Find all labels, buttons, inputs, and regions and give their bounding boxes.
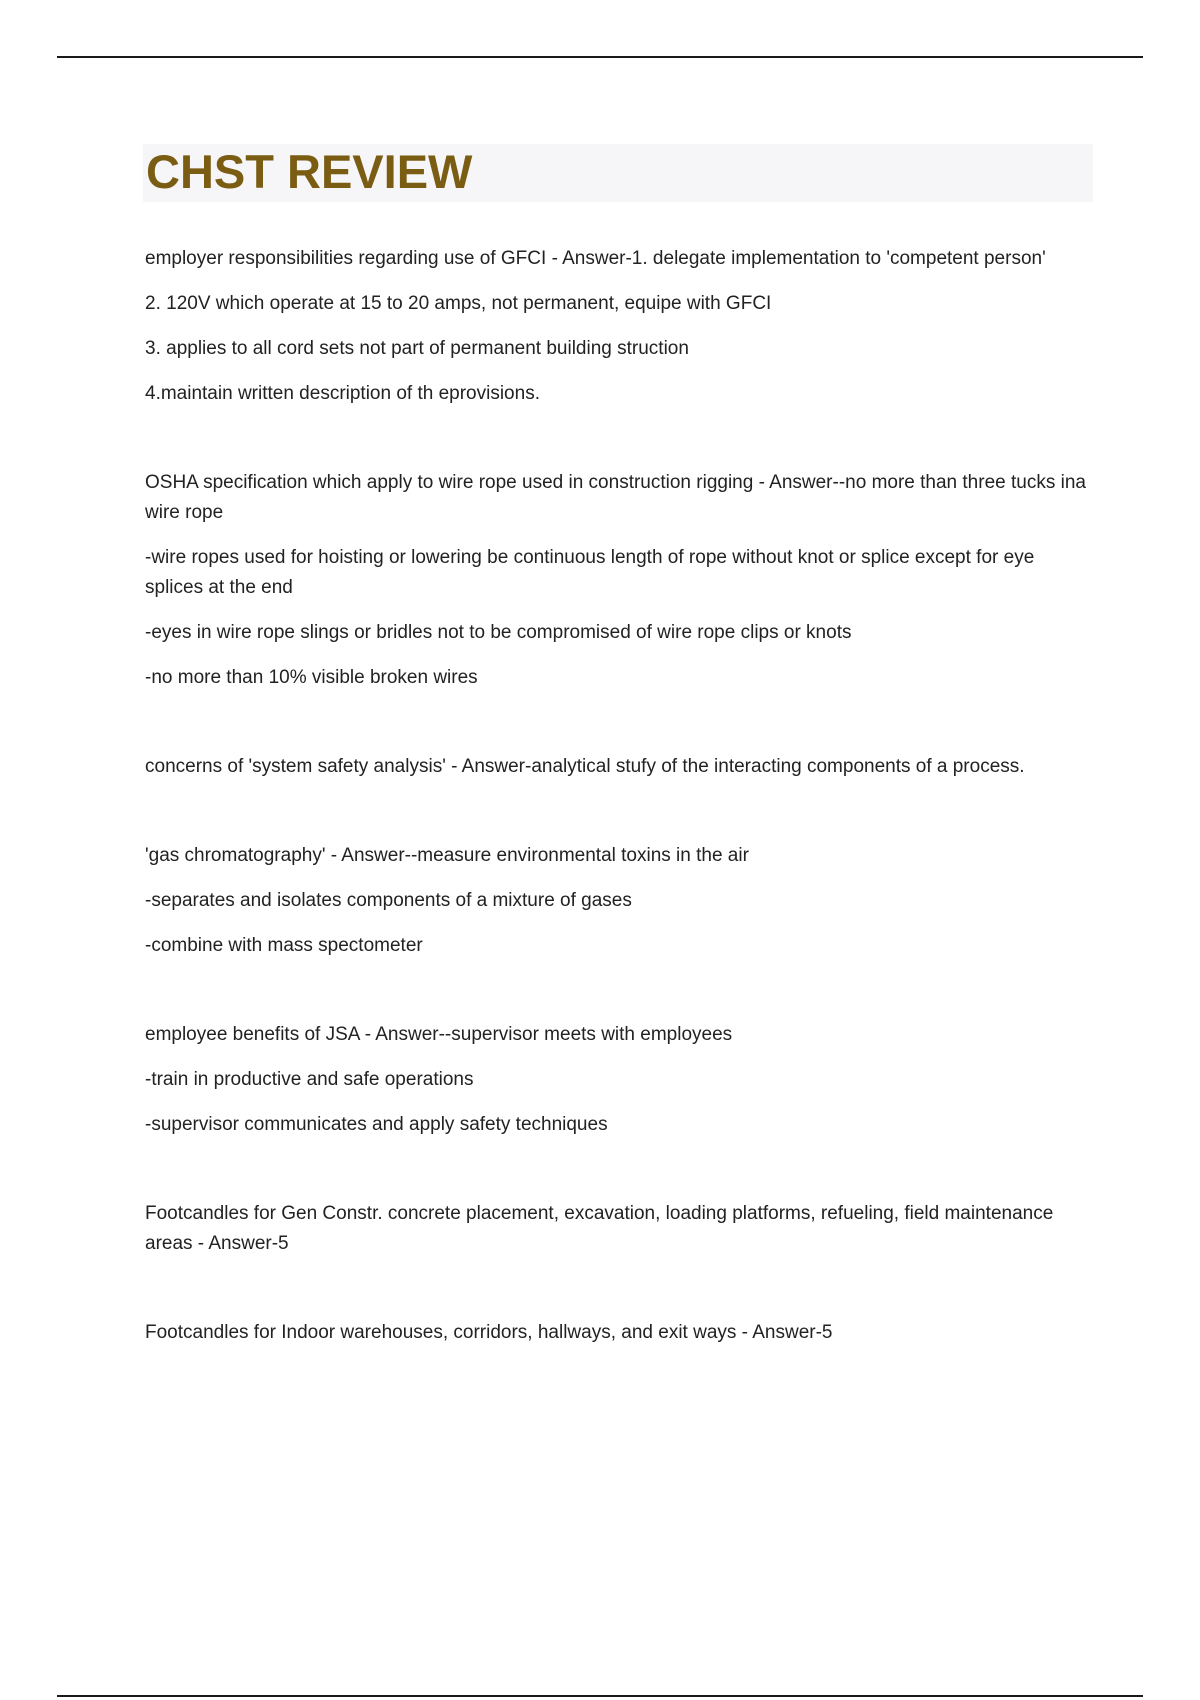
qa-line: -combine with mass spectometer bbox=[145, 935, 423, 956]
qa-line: -supervisor communicates and apply safety techniques bbox=[145, 1114, 608, 1135]
bottom-divider bbox=[57, 1695, 1143, 1697]
qa-line: 3. applies to all cord sets not part of permanent building struction bbox=[145, 338, 689, 359]
qa-line: -eyes in wire rope slings or bridles not to be compromised of wire rope clips or knots bbox=[145, 622, 852, 643]
qa-line: -no more than 10% visible broken wires bbox=[145, 667, 478, 688]
entry-spacer bbox=[145, 797, 1095, 841]
page-title: CHST REVIEW bbox=[146, 145, 473, 198]
qa-line: Footcandles for Indoor warehouses, corridors, hallways, and exit ways - Answer-5 bbox=[145, 1322, 833, 1343]
qa-line: concerns of 'system safety analysis' - Answer-analytical stufy of the interacting components of a process. bbox=[145, 756, 1025, 777]
entry-spacer bbox=[145, 424, 1095, 468]
qa-line: OSHA specification which apply to wire rope used in construction rigging - Answer--no more than three tucks ina wire rope bbox=[145, 472, 1086, 523]
qa-entry-gas-chromatography bbox=[145, 841, 1095, 961]
entry-spacer bbox=[145, 708, 1095, 752]
qa-line: 4.maintain written description of th eprovisions. bbox=[145, 383, 540, 404]
entry-spacer bbox=[145, 1155, 1095, 1199]
qa-entry-system-safety bbox=[145, 752, 1095, 782]
qa-line: employer responsibilities regarding use of GFCI - Answer-1. delegate implementation to 'competent person' bbox=[145, 248, 1046, 269]
qa-line: 'gas chromatography' - Answer--measure environmental toxins in the air bbox=[145, 845, 749, 866]
qa-line: -separates and isolates components of a mixture of gases bbox=[145, 890, 632, 911]
qa-entry-jsa bbox=[145, 1020, 1095, 1140]
entry-spacer bbox=[145, 976, 1095, 1020]
document-body bbox=[145, 244, 1095, 1363]
top-divider bbox=[57, 56, 1143, 58]
qa-line: -wire ropes used for hoisting or lowering be continuous length of rope without knot or splice except for eye splices at the end bbox=[145, 547, 1035, 598]
qa-entry-wire-rope bbox=[145, 468, 1095, 693]
qa-line: employee benefits of JSA - Answer--supervisor meets with employees bbox=[145, 1024, 733, 1045]
qa-entry-footcandles-indoor bbox=[145, 1318, 1095, 1348]
qa-entry-footcandles-gen-constr bbox=[145, 1199, 1095, 1259]
qa-line: -train in productive and safe operations bbox=[145, 1069, 474, 1090]
qa-line: Footcandles for Gen Constr. concrete placement, excavation, loading platforms, refueling, field maintenance areas - Answer-5 bbox=[145, 1203, 1054, 1254]
qa-entry-gfci bbox=[145, 244, 1095, 409]
qa-line: 2. 120V which operate at 15 to 20 amps, not permanent, equipe with GFCI bbox=[145, 293, 772, 314]
entry-spacer bbox=[145, 1274, 1095, 1318]
